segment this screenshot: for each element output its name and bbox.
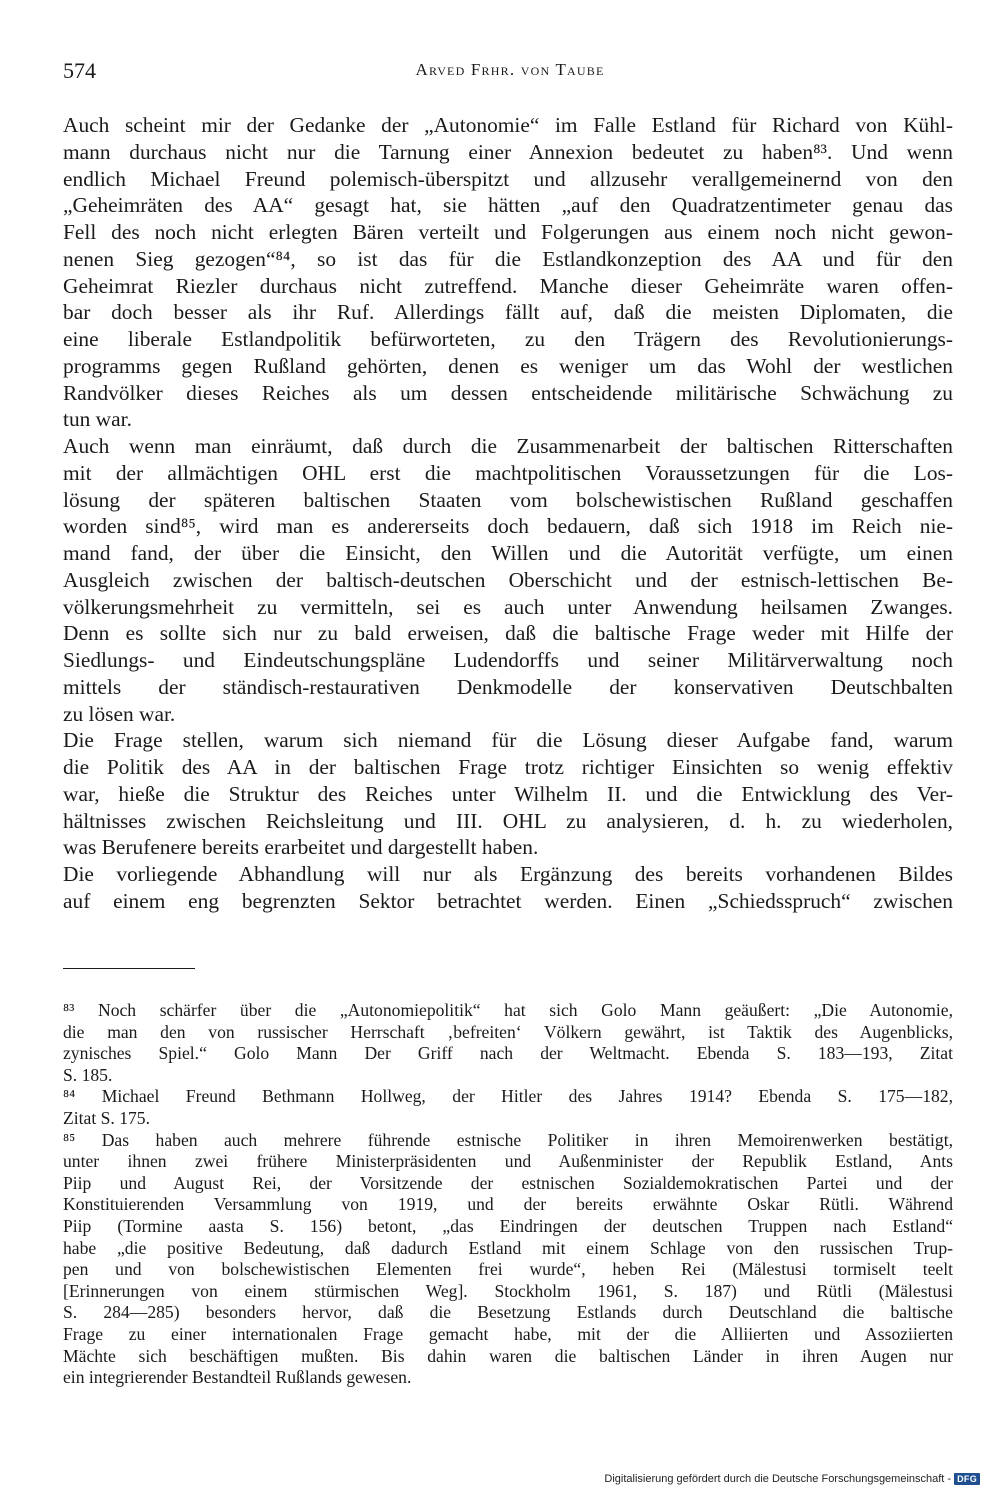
text-line: bar doch besser als ihr Ruf. Allerdings fällt auf, daß die meisten Diplomaten, die <box>63 300 953 325</box>
text-line: auf einem eng begrenzten Sektor betrachtet werden. Einen „Schiedsspruch“ zwischen <box>63 888 953 913</box>
text-line: Fell des noch nicht erlegten Bären verteilt und Folgerungen aus einem noch nicht gewon- <box>63 220 953 244</box>
text-line: Die vorliegende Abhandlung will nur als Ergänzung des bereits vorhandenen Bildes <box>63 862 953 886</box>
footnote-line: ein integrierender Bestandteil Rußlands gewesen. <box>63 1367 412 1388</box>
dfg-logo: DFG <box>954 1473 980 1485</box>
text-line: Geheimrat Riezler durchaus nicht zutreffend. Manche dieser Geheimräte waren offen- <box>63 273 953 298</box>
footnote-line: Zitat S. 175. <box>63 1107 150 1128</box>
footnote-line: die man den von russischer Herrschaft ‚befreiten‘ Völkern gewährt, ist Taktik des Augenblicks, <box>63 1021 953 1042</box>
digitization-credit <box>604 1473 980 1485</box>
text-line: programms gegen Rußland gehörten, denen es weniger um das Wohl der westlichen <box>63 353 953 378</box>
footnote-line: S. 284—285) besonders hervor, daß die Besetzung Estlands durch Deutschland die baltische <box>63 1302 953 1323</box>
footnote-line: ⁸⁴ Michael Freund Bethmann Hollweg, der Hitler des Jahres 1914? Ebenda S. 175—182, <box>63 1086 953 1107</box>
text-line: Auch scheint mir der Gedanke der „Autonomie“ im Falle Estland für Richard von Kühl- <box>63 113 953 137</box>
text-line: Siedlungs- und Eindeutschungspläne Ludendorffs und seiner Militärverwaltung noch <box>63 648 953 672</box>
footnote-line: ⁸³ Noch schärfer über die „Autonomiepolitik“ hat sich Golo Mann geäußert: „Die Autonomie, <box>63 1000 953 1020</box>
text-line: Denn es sollte sich nur zu bald erweisen, daß die baltische Frage weder mit Hilfe der <box>63 621 953 646</box>
text-line: völkerungsmehrheit zu vermitteln, sei es auch unter Anwendung heilsamen Zwanges. <box>63 594 953 619</box>
text-line: mittels der ständisch-restaurativen Denkmodelle der konservativen Deutschbalten <box>63 674 953 699</box>
text-line: tun war. <box>63 407 132 432</box>
credit-text: Digitalisierung gefördert durch die Deutsche Forschungsgemeinschaft - <box>604 1473 952 1485</box>
footnote-line: Piip (Tormine aasta S. 156) betont, „das Eindringen der deutschen Truppen nach Estland“ <box>63 1215 953 1236</box>
text-line: Die Frage stellen, warum sich niemand für die Lösung dieser Aufgabe fand, warum <box>63 728 953 753</box>
footnote-line: Piip und August Rei, der Vorsitzende der estnischen Sozialdemokratischen Partei und der <box>63 1172 953 1193</box>
text-line: was Berufenere bereits erarbeitet und dargestellt haben. <box>63 835 539 860</box>
footnotes <box>63 1000 953 1389</box>
footnote-line: S. 185. <box>63 1064 113 1085</box>
footnote-line: pen und von bolschewistischen Elementen frei wurde“, heben Rei (Mälestusi tormiselt teelt <box>63 1259 953 1280</box>
text-line: hältnisses zwischen Reichsleitung und III. OHL zu analysieren, d. h. zu wiederholen, <box>63 808 953 833</box>
text-line: lösung der späteren baltischen Staaten vom bolschewistischen Rußland geschaffen <box>63 487 953 512</box>
text-line: zu lösen war. <box>63 701 176 726</box>
text-line: Auch wenn man einräumt, daß durch die Zusammenarbeit der baltischen Ritterschaften <box>63 434 953 458</box>
text-line: Randvölker dieses Reiches als um dessen entscheidende militärische Schwächung zu <box>63 380 953 405</box>
footnote-line: habe „die positive Bedeutung, daß dadurch Estland mit einem Schlage von den russischen Trup- <box>63 1237 953 1258</box>
footnote-line: zynisches Spiel.“ Golo Mann Der Griff nach der Weltmacht. Ebenda S. 183—193, Zitat <box>63 1043 953 1064</box>
body-text <box>63 112 953 915</box>
footnote-line: unter ihnen zwei frühere Ministerpräsidenten und Außenminister der Republik Estland, Ants <box>63 1151 953 1172</box>
text-line: mand fand, der über die Einsicht, den Willen und die Autorität verfügte, um einen <box>63 541 953 565</box>
page-number: 574 <box>63 58 96 83</box>
text-line: worden sind⁸⁵, wird man es andererseits doch bedauern, daß sich 1918 im Reich nie- <box>63 514 953 539</box>
footnote-line: Konstituierenden Versammlung von 1919, und der bereits erwähnte Oskar Rütli. Während <box>63 1194 953 1215</box>
footnote-line: ⁸⁵ Das haben auch mehrere führende estnische Politiker in ihren Memoirenwerken bestätigt, <box>63 1129 953 1150</box>
footnote-line: Mächte sich beschäftigen mußten. Bis dahin waren die baltischen Länder in ihren Augen nur <box>63 1345 953 1366</box>
text-line: nenen Sieg gezogen“⁸⁴, so ist das für die Estlandkonzeption des AA und für den <box>63 246 953 271</box>
text-line: eine liberale Estlandpolitik befürworteten, zu den Trägern des Revolutionierungs- <box>63 327 953 351</box>
text-line: endlich Michael Freund polemisch-überspitzt und allzusehr verallgemeinernd von den <box>63 166 953 191</box>
footnote-line: [Erinnerungen von einem stürmischen Weg]. Stockholm 1961, S. 187) und Rütli (Mälestusi <box>63 1280 953 1301</box>
text-line: mit der allmächtigen OHL erst die machtpolitischen Voraussetzungen für die Los- <box>63 460 953 485</box>
footnote-line: Frage zu einer internationalen Frage gemacht habe, mit der die Alliierten und Assoziierten <box>63 1323 953 1344</box>
text-line: „Geheimräten des AA“ gesagt hat, sie hätten „auf den Quadratzentimeter genau das <box>63 193 953 218</box>
footnote-divider <box>63 968 195 969</box>
text-line: war, hieße die Struktur des Reiches unter Wilhelm II. und die Entwicklung des Ver- <box>63 781 953 806</box>
running-head: Arved Frhr. von Taube <box>415 60 605 79</box>
text-line: die Politik des AA in der baltischen Frage trotz richtiger Einsichten so wenig effektiv <box>63 755 953 779</box>
text-line: mann durchaus nicht nur die Tarnung einer Annexion bedeutet zu haben⁸³. Und wenn <box>63 139 953 164</box>
text-line: Ausgleich zwischen der baltisch-deutschen Oberschicht und der estnisch-lettischen Be- <box>63 567 953 592</box>
